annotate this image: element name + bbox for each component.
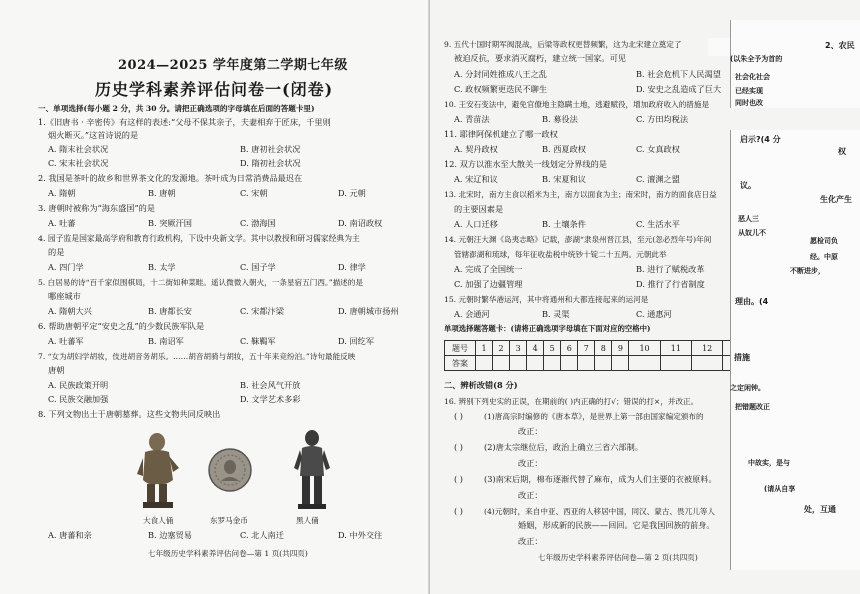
q7-stem-2: 唐朝: [48, 365, 65, 375]
q16-4-mark[interactable]: ( ): [454, 506, 463, 516]
overlay-text: 经。中原: [810, 253, 838, 261]
figure-black-figurine-icon: [292, 428, 332, 512]
q10-opt-b: B. 募役法: [542, 114, 578, 124]
q10-opt-a: A. 青苗法: [454, 114, 490, 124]
q3-opt-a: A. 吐蕃: [48, 218, 76, 228]
overlay-text: 把错题改正: [735, 403, 770, 411]
q1-opt-b: B. 唐初社会状况: [240, 144, 301, 154]
q3-opt-c: C. 渤海国: [240, 218, 276, 228]
overlay-text: 理由。(4: [735, 297, 769, 306]
q8-opt-a: A. 唐蕃和亲: [48, 530, 92, 540]
overlay-text: 中故实，是与: [748, 459, 790, 467]
q10-stem: 10. 王安石变法中，避免官僚地主隐瞒土地，逃避赋役，增加政府收入的措施是: [444, 100, 710, 109]
overlay-text: 已经实现: [735, 87, 763, 95]
q15-stem: 15. 元朝时繁华港运河，其中将通州和大都连接起来的运河是: [444, 295, 649, 304]
q16-3-mark[interactable]: ( ): [454, 474, 463, 484]
answer-cell[interactable]: [561, 356, 578, 371]
q11-opt-b: B. 西夏政权: [542, 144, 586, 154]
answer-card-number: 9: [612, 341, 629, 356]
q9-stem-2: 被迫反抗，要求消灭腐朽，建立统一国家。可见: [454, 53, 626, 63]
overlay-text: 同时也改: [735, 99, 763, 107]
q16-4-fix[interactable]: 改正：: [518, 536, 543, 546]
q16-1-fix[interactable]: 改正：: [518, 426, 543, 436]
overlay-text: (请从自享: [764, 485, 796, 493]
section1-heading: 一、单项选择(每小题 2 分，共 30 分。请把正确选项的字母填在后面的答题卡里): [38, 104, 315, 113]
q8-opt-d: D. 中外交往: [338, 530, 383, 540]
q8-opt-c: C. 北人南迁: [240, 530, 284, 540]
figure-gold-coin-icon: [207, 447, 253, 493]
q6-opt-a: A. 吐蕃军: [48, 336, 84, 346]
answer-cell[interactable]: [612, 356, 629, 371]
q3-stem: 3. 唐朝时被称为“海东盛国”的是: [38, 203, 156, 213]
exam-header: 2024—2025 学年度第二学期七年级: [118, 58, 348, 73]
q2-opt-b: B. 唐朝: [148, 188, 176, 198]
section2-heading: 二、辨析改错(8 分): [444, 380, 518, 390]
answer-card-number: 6: [561, 341, 578, 356]
overlay-text: 从奴儿不: [738, 229, 766, 237]
answer-cell[interactable]: [595, 356, 612, 371]
q4-stem-1: 4. 园子监是国家最高学府和教育行政机构，下设中央新文学。其中以教授和研习儒家经典为主: [38, 234, 360, 243]
q1-opt-d: D. 隋初社会状况: [240, 158, 301, 168]
answer-cell[interactable]: [692, 356, 723, 371]
answer-cell[interactable]: [493, 356, 510, 371]
answer-cell[interactable]: [510, 356, 527, 371]
q9-opt-d: D. 安史之乱造成了巨大: [636, 84, 722, 94]
q7-opt-c: C. 民族交融加强: [48, 394, 109, 404]
q16-2-mark[interactable]: ( ): [454, 442, 463, 452]
page-right: [430, 0, 860, 594]
q11-stem: 11. 耶律阿保机建立了哪一政权: [444, 129, 558, 139]
caption-arab-figurine: 大食人俑: [143, 516, 174, 525]
q7-opt-b: B. 社会风气开放: [240, 380, 301, 390]
q5-stem-1: 5. 白居易的诗“百千家似围棋局，十二街如种菜畦。遥认微微入朝火，一条星宿五门西。”描述的是: [38, 278, 363, 287]
overlay-text: (以朱全予为首的: [730, 55, 783, 63]
overlay-text: 措施: [734, 353, 750, 362]
q16-stem: 16. 辨别下列史实的正误，在期前的( )内正确的打√；错误的打×，并改正。: [444, 397, 699, 406]
q7-opt-d: D. 文学艺术多彩: [240, 394, 301, 404]
q15-opt-c: C. 通惠河: [636, 309, 672, 319]
q2-opt-c: C. 宋朝: [240, 188, 268, 198]
q10-opt-c: C. 方田均税法: [636, 114, 689, 124]
answer-card-number: 8: [595, 341, 612, 356]
q12-opt-a: A. 宋辽和议: [454, 174, 498, 184]
overlay-text: 处，互通: [804, 505, 836, 514]
answer-card-number: 2: [493, 341, 510, 356]
q9-stem-1: 9. 五代十国时期军阀混战，后梁等政权更替频繁，这为北宋建立奠定了: [444, 40, 682, 49]
answer-card-number: 3: [510, 341, 527, 356]
answer-cell[interactable]: [544, 356, 561, 371]
q2-opt-d: D. 元朝: [338, 188, 366, 198]
q13-opt-c: C. 生活水平: [636, 219, 680, 229]
answer-card-number: 11: [660, 341, 691, 356]
q15-opt-a: A. 会通河: [454, 309, 490, 319]
q14-stem-1: 14. 元朝汪大渊《岛夷志略》记载，澎湖“隶泉州晋江县，至元(忽必烈年号)年间: [444, 235, 712, 244]
q14-opt-b: B. 进行了赋税改革: [636, 264, 705, 274]
overlay-text: 不断进步，: [790, 267, 825, 275]
answer-cell[interactable]: [660, 356, 691, 371]
answer-card-number: 7: [578, 341, 595, 356]
q16-3-text: (3)南宋后期，棉布逐渐代替了麻布，成为人们主要的衣被原料。: [484, 474, 717, 484]
q14-opt-d: D. 推行了行省制度: [636, 279, 705, 289]
q4-opt-c: C. 国子学: [240, 262, 276, 272]
page2-footer: 七年级历史学科素养评估问卷—第 2 页(共四页): [538, 553, 698, 562]
q6-stem: 6. 帮助唐朝平定“安史之乱”的少数民族军队是: [38, 321, 205, 331]
q14-opt-c: C. 加强了边疆管理: [454, 279, 523, 289]
overlay-text: 之定闲钟。: [730, 384, 765, 392]
q4-opt-b: B. 太学: [148, 262, 176, 272]
q12-opt-c: C. 澶渊之盟: [636, 174, 680, 184]
q5-opt-d: D. 唐朝城市扬州: [338, 306, 399, 316]
q9-opt-b: B. 社会危机下人民渴望: [636, 69, 721, 79]
answer-card-number: 4: [527, 341, 544, 356]
q4-stem-2: 的是: [48, 247, 65, 257]
q12-stem: 12. 双方以淮水至大散关一线划定分界线的是: [444, 159, 607, 169]
answer-cell[interactable]: [527, 356, 544, 371]
answer-cell[interactable]: [578, 356, 595, 371]
answer-card-row-label: 题号: [445, 341, 476, 356]
q13-opt-a: A. 人口迁移: [454, 219, 498, 229]
answer-cell[interactable]: [629, 356, 660, 371]
q1-opt-a: A. 隋末社会状况: [48, 144, 109, 154]
q16-2-text: (2)唐太宗继位后，政治上确立三省六部制。: [484, 442, 643, 452]
q5-opt-a: A. 隋朝大兴: [48, 306, 92, 316]
q8-opt-b: B. 边塞贸易: [148, 530, 192, 540]
overlay-text: 权: [838, 147, 846, 156]
q7-opt-a: A. 民族政策开明: [48, 380, 109, 390]
q4-opt-d: D. 律学: [338, 262, 366, 272]
q9-opt-c: C. 政权频繁更迭民不聊生: [454, 84, 548, 94]
q13-stem-2: 的主要因素是: [454, 204, 504, 214]
q7-stem-1: 7. “女为胡妇学胡妆，伎进胡音务胡乐。……胡音胡骑与胡妆，五十年来竞纷泊。”诗句最能反映: [38, 352, 356, 361]
caption-black-figurine: 黑人俑: [296, 516, 319, 525]
q11-opt-a: A. 契丹政权: [454, 144, 498, 154]
q16-4-text: (4)元朝时，来自中亚、西亚的人移居中国，同汉、蒙古、畏兀儿等人: [484, 507, 715, 516]
overlay-text: 恶人三: [738, 215, 759, 223]
overlay-text: 启示?(4 分: [740, 135, 781, 144]
answer-card-number: 5: [544, 341, 561, 356]
q6-opt-b: B. 南诏军: [148, 336, 184, 346]
q14-stem-2: 管辖澎湖和琉球，每年征收盐税中统钞十锭二十五两。元朝此举: [454, 250, 667, 259]
q5-stem-2: 哪座城市: [48, 291, 81, 301]
q8-stem: 8. 下列文物出土于唐朝墓葬。这些文物共同反映出: [38, 409, 221, 419]
q12-opt-b: B. 宋夏和议: [542, 174, 586, 184]
exam-title: 历史学科素养评估问卷一(闭卷): [95, 80, 334, 99]
q1-stem-2: 烟火断灭。”这首诗说的是: [48, 130, 139, 140]
q6-opt-c: C. 靺鞨军: [240, 336, 276, 346]
q2-stem: 2. 我国是茶叶的故乡和世界茶文化的发源地。茶叶成为日常消费品最迟在: [38, 173, 303, 183]
q13-stem-1: 13. 北宋时，南方主食以稻米为主，南方以面食为主；南宋时，南方的面食店日益: [444, 190, 717, 199]
answer-card-number: 12: [692, 341, 723, 356]
q2-opt-a: A. 隋朝: [48, 188, 76, 198]
overlay-text: 愿检司负: [810, 237, 838, 245]
q1-stem-1: 1.《旧唐书 · 辛密传》有这样的表述:“父母不保其亲子，夫妻相弃于匠床，千里则: [38, 117, 331, 127]
q4-opt-a: A. 四门学: [48, 262, 84, 272]
q3-opt-d: D. 南诏政权: [338, 218, 383, 228]
q6-opt-d: D. 回纥军: [338, 336, 375, 346]
figure-arab-figurine-icon: [135, 430, 181, 510]
q14-opt-a: A. 完成了全国统一: [454, 264, 523, 274]
answer-card-title: 单项选择题答题卡：(请将正确选项字母填在下面对应的空格中): [444, 324, 651, 333]
answer-card-number: 10: [629, 341, 660, 356]
q5-opt-c: C. 宋都汴梁: [240, 306, 284, 316]
answer-card-row-label: 答案: [445, 356, 476, 371]
overlay-text: 生化产生: [820, 195, 852, 204]
caption-gold-coin: 东罗马金币: [210, 516, 248, 525]
q11-opt-c: C. 女真政权: [636, 144, 680, 154]
q16-1-mark[interactable]: ( ): [454, 411, 463, 421]
q16-4-text2: 婚姻，形成新的民族——回回。它是我国回族的前身。: [518, 520, 715, 530]
answer-cell[interactable]: [476, 356, 493, 371]
q13-opt-b: B. 土壤条件: [542, 219, 586, 229]
q16-3-fix[interactable]: 改正：: [518, 490, 543, 500]
q1-opt-c: C. 宋末社会状况: [48, 158, 109, 168]
page1-footer: 七年级历史学科素养评估问卷—第 1 页(共四页): [148, 549, 308, 558]
overlay-text: 议。: [740, 181, 756, 190]
answer-card-number: 1: [476, 341, 493, 356]
overlay-text: 社会化社会: [735, 73, 770, 81]
q16-2-fix[interactable]: 改正：: [518, 458, 543, 468]
q3-opt-b: B. 突厥汗国: [148, 218, 192, 228]
overlay-text: 2、农民: [825, 41, 855, 50]
q15-opt-b: B. 灵渠: [542, 309, 570, 319]
q16-1-text: (1)唐高宗时编修的《唐本草》，是世界上第一部由国家编定颁布的: [484, 412, 704, 421]
q9-opt-a: A. 分封同姓推成八王之乱: [454, 69, 547, 79]
q5-opt-b: B. 唐都长安: [148, 306, 192, 316]
